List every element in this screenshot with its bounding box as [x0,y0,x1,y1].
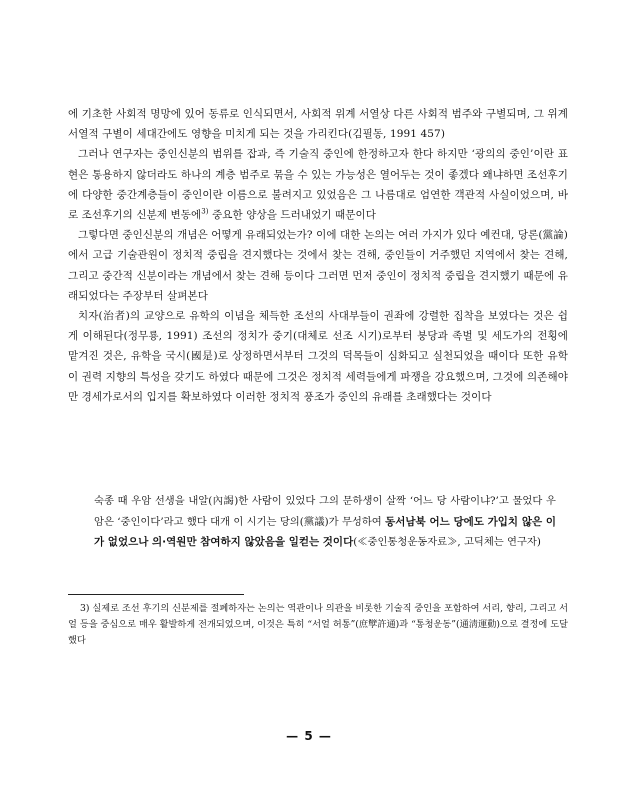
paragraph-scope-text: 그러나 연구자는 중인신분의 범위를 잡과, 즉 기술직 중인에 한정하고자 한다 하지만 ‘광의의 중인’이란 표현은 통용하지 않더라도 하나의 계층 범주로 묶을 수 있는 가능성은 열어두는 것이 좋겠다 왜냐하면 조선후기에 다양한 중간계층들이 중인이란 이름으로 불려지고 있었음은 그 나름대로 엄연한 객관적 사실이었으며, 바로 조선후기의 신분제 변동에 [68,148,568,222]
quote-emphasis: 동서남북 어느 당에도 가입치 않은 이가 없었으나 의·역원만 참여하지 않았음을 일컫는 것이다 [94,515,556,548]
quote-source: (≪중인통청운동자료≫, 고딕체는 연구자) [353,536,541,548]
body-text [68,104,568,407]
paragraph-scope-end: 중요한 양상을 드러내었기 때문이다 [208,209,377,222]
paragraph-confucian-politics: 치자(治者)의 교양으로 유학의 이념을 체득한 조선의 사대부들이 권좌에 강렬한 집착을 보였다는 것은 쉽게 이해된다(정무룡, 1991) 조선의 정치가 중기(대체로 선조 시기)로부터 붕당과 족벌 및 세도가의 전횡에 맡겨진 것은, 유학을 국시(國是)로 상정하면서부터 그것의 덕목들이 심화되고 실천되었을 때이다 또한 유학이 권력 지향의 특성을 갖기도 하였다 때문에 그것은 정치적 세력들에게 파쟁을 강요했으며, 그것에 의존해야만 경세가로서의 입지를 확보하였다 이러한 정치적 풍조가 중인의 유래를 초래했다는 것이다 [68,310,568,403]
footnote-text: 3) 실제로 조선 후기의 신분제를 절폐하자는 논의는 역관이나 의관을 비롯한 기술직 중인을 포함하여 서리, 향리, 그리고 서얼 등을 중심으로 매우 활발하게 전개되었으며, 이것은 특히 “서얼 허통”(庶孼許通)과 “통청운동”(通淸運動)으로 결정에 도달했다 [68,603,569,646]
footnote-marker[interactable]: 3) [201,207,209,216]
footnote [68,601,568,649]
paragraph-continuation: 에 기초한 사회적 명망에 있어 동류로 인식되면서, 사회적 위계 서열상 다른 사회적 범주와 구별되며, 그 위계 서열적 구별이 세대간에도 영향을 미치게 되는 것을 가리킨다(김필동, 1991 457) [68,108,568,141]
footnote-divider [68,594,244,595]
paragraph-scope [68,144,568,225]
paragraph-origin-question: 그렇다면 중인신분의 개념은 어떻게 유래되었는가? 이에 대한 논의는 여러 가지가 있다 예컨대, 당론(黨論)에서 고급 기술관원이 정치적 중립을 견지했다는 것에서 찾는 견해, 중인들이 거주했던 지역에서 찾는 견해, 그리고 중간적 신분이라는 개념에서 찾는 견해 등이다 그러면 먼저 중인이 정치적 중립을 견지했기 때문에 유래되었다는 주장부터 살펴본다 [68,229,568,302]
page-number: — 5 — [286,729,332,743]
quote-text: 숙종 때 우암 선생을 내알(內謁)한 사람이 있었다 그의 문하생이 살짝 ‘어느 당 사람이냐?’고 물었다 우암은 ‘중인이다’라고 했다 대개 이 시기는 당의(黨議)가 무성하여 [94,495,556,528]
block-quote [94,491,556,553]
